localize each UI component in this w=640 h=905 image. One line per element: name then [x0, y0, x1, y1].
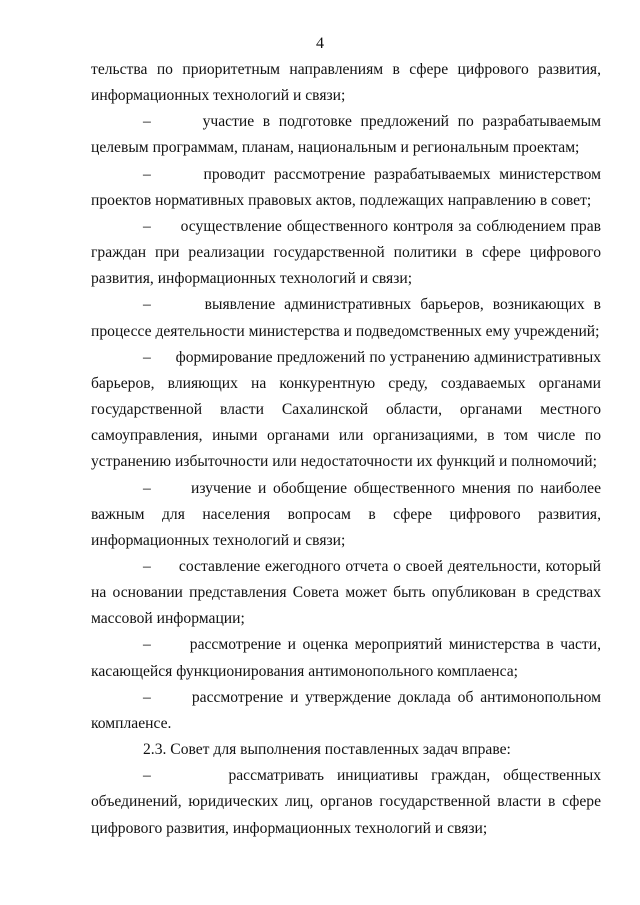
list-item: [91, 214, 601, 292]
document-body: [91, 57, 601, 842]
paragraph-text: тельства по приоритетным направлениям в сфере цифрового развития, информационных технологий и связи;: [91, 61, 601, 105]
dash-marker: –: [143, 636, 151, 654]
clause-text: 2.3. Совет для выполнения поставленных задач вправе:: [143, 741, 511, 759]
dash-marker: –: [143, 165, 151, 183]
dash-marker: –: [143, 479, 151, 497]
list-item-text: участие в подготовке предложений по разрабатываемым целевым программам, планам, национальным и региональным проектам;: [91, 113, 601, 157]
list-item-text: проводит рассмотрение разрабатываемых министерством проектов нормативных правовых актов, подлежащих направлению в совет;: [91, 165, 601, 209]
list-item: [91, 476, 601, 554]
list-item-text: осуществление общественного контроля за соблюдением прав граждан при реализации государственной политики в сфере цифрового развития, информационных технологий и связи;: [91, 217, 601, 288]
list-item: [91, 632, 601, 684]
list-item: [91, 345, 601, 476]
list-item: [91, 763, 601, 841]
dash-marker: –: [143, 296, 151, 314]
list-item: [91, 292, 601, 344]
list-item-text: рассмотрение и утверждение доклада об антимонопольном комплаенсе.: [91, 688, 602, 732]
list-item-text: изучение и обобщение общественного мнения по наиболее важным для населения вопросам в сфере цифрового развития, информационных технологий и связи;: [91, 479, 601, 549]
list-item-text: рассмотрение и оценка мероприятий министерства в части, касающейся функционирования антимонопольного комплаенса;: [91, 636, 601, 680]
page-number: 4: [316, 35, 324, 52]
list-item: [91, 162, 601, 214]
clause-heading: [91, 737, 601, 763]
dash-marker: –: [143, 217, 151, 235]
dash-marker: –: [143, 688, 151, 706]
dash-marker: –: [143, 767, 151, 785]
list-item-text: составление ежегодного отчета о своей деятельности, который на основании представления Совета может быть опубликован в средствах массовой информации;: [91, 557, 602, 628]
list-item: [91, 685, 601, 737]
dash-marker: –: [143, 557, 151, 575]
list-item: [91, 109, 601, 161]
dash-marker: –: [143, 348, 151, 366]
dash-marker: –: [143, 113, 151, 131]
list-item-text: рассматривать инициативы граждан, общественных объединений, юридических лиц, органов государственной власти в сфере цифрового развития, информационных технологий и связи;: [91, 767, 602, 837]
list-item: [91, 554, 601, 632]
list-item-text: формирование предложений по устранению административных барьеров, влияющих на конкурентную среду, создаваемых органами государственной власти Сахалинской области, органами местного самоуправления, иными органами или организациями, в том числе по устранению избыточности или недостаточности их функций и полномочий;: [91, 348, 601, 471]
list-item-text: выявление административных барьеров, возникающих в процессе деятельности министерства и подведомственных ему учреждений;: [91, 296, 601, 340]
paragraph-continuation: [91, 57, 601, 109]
